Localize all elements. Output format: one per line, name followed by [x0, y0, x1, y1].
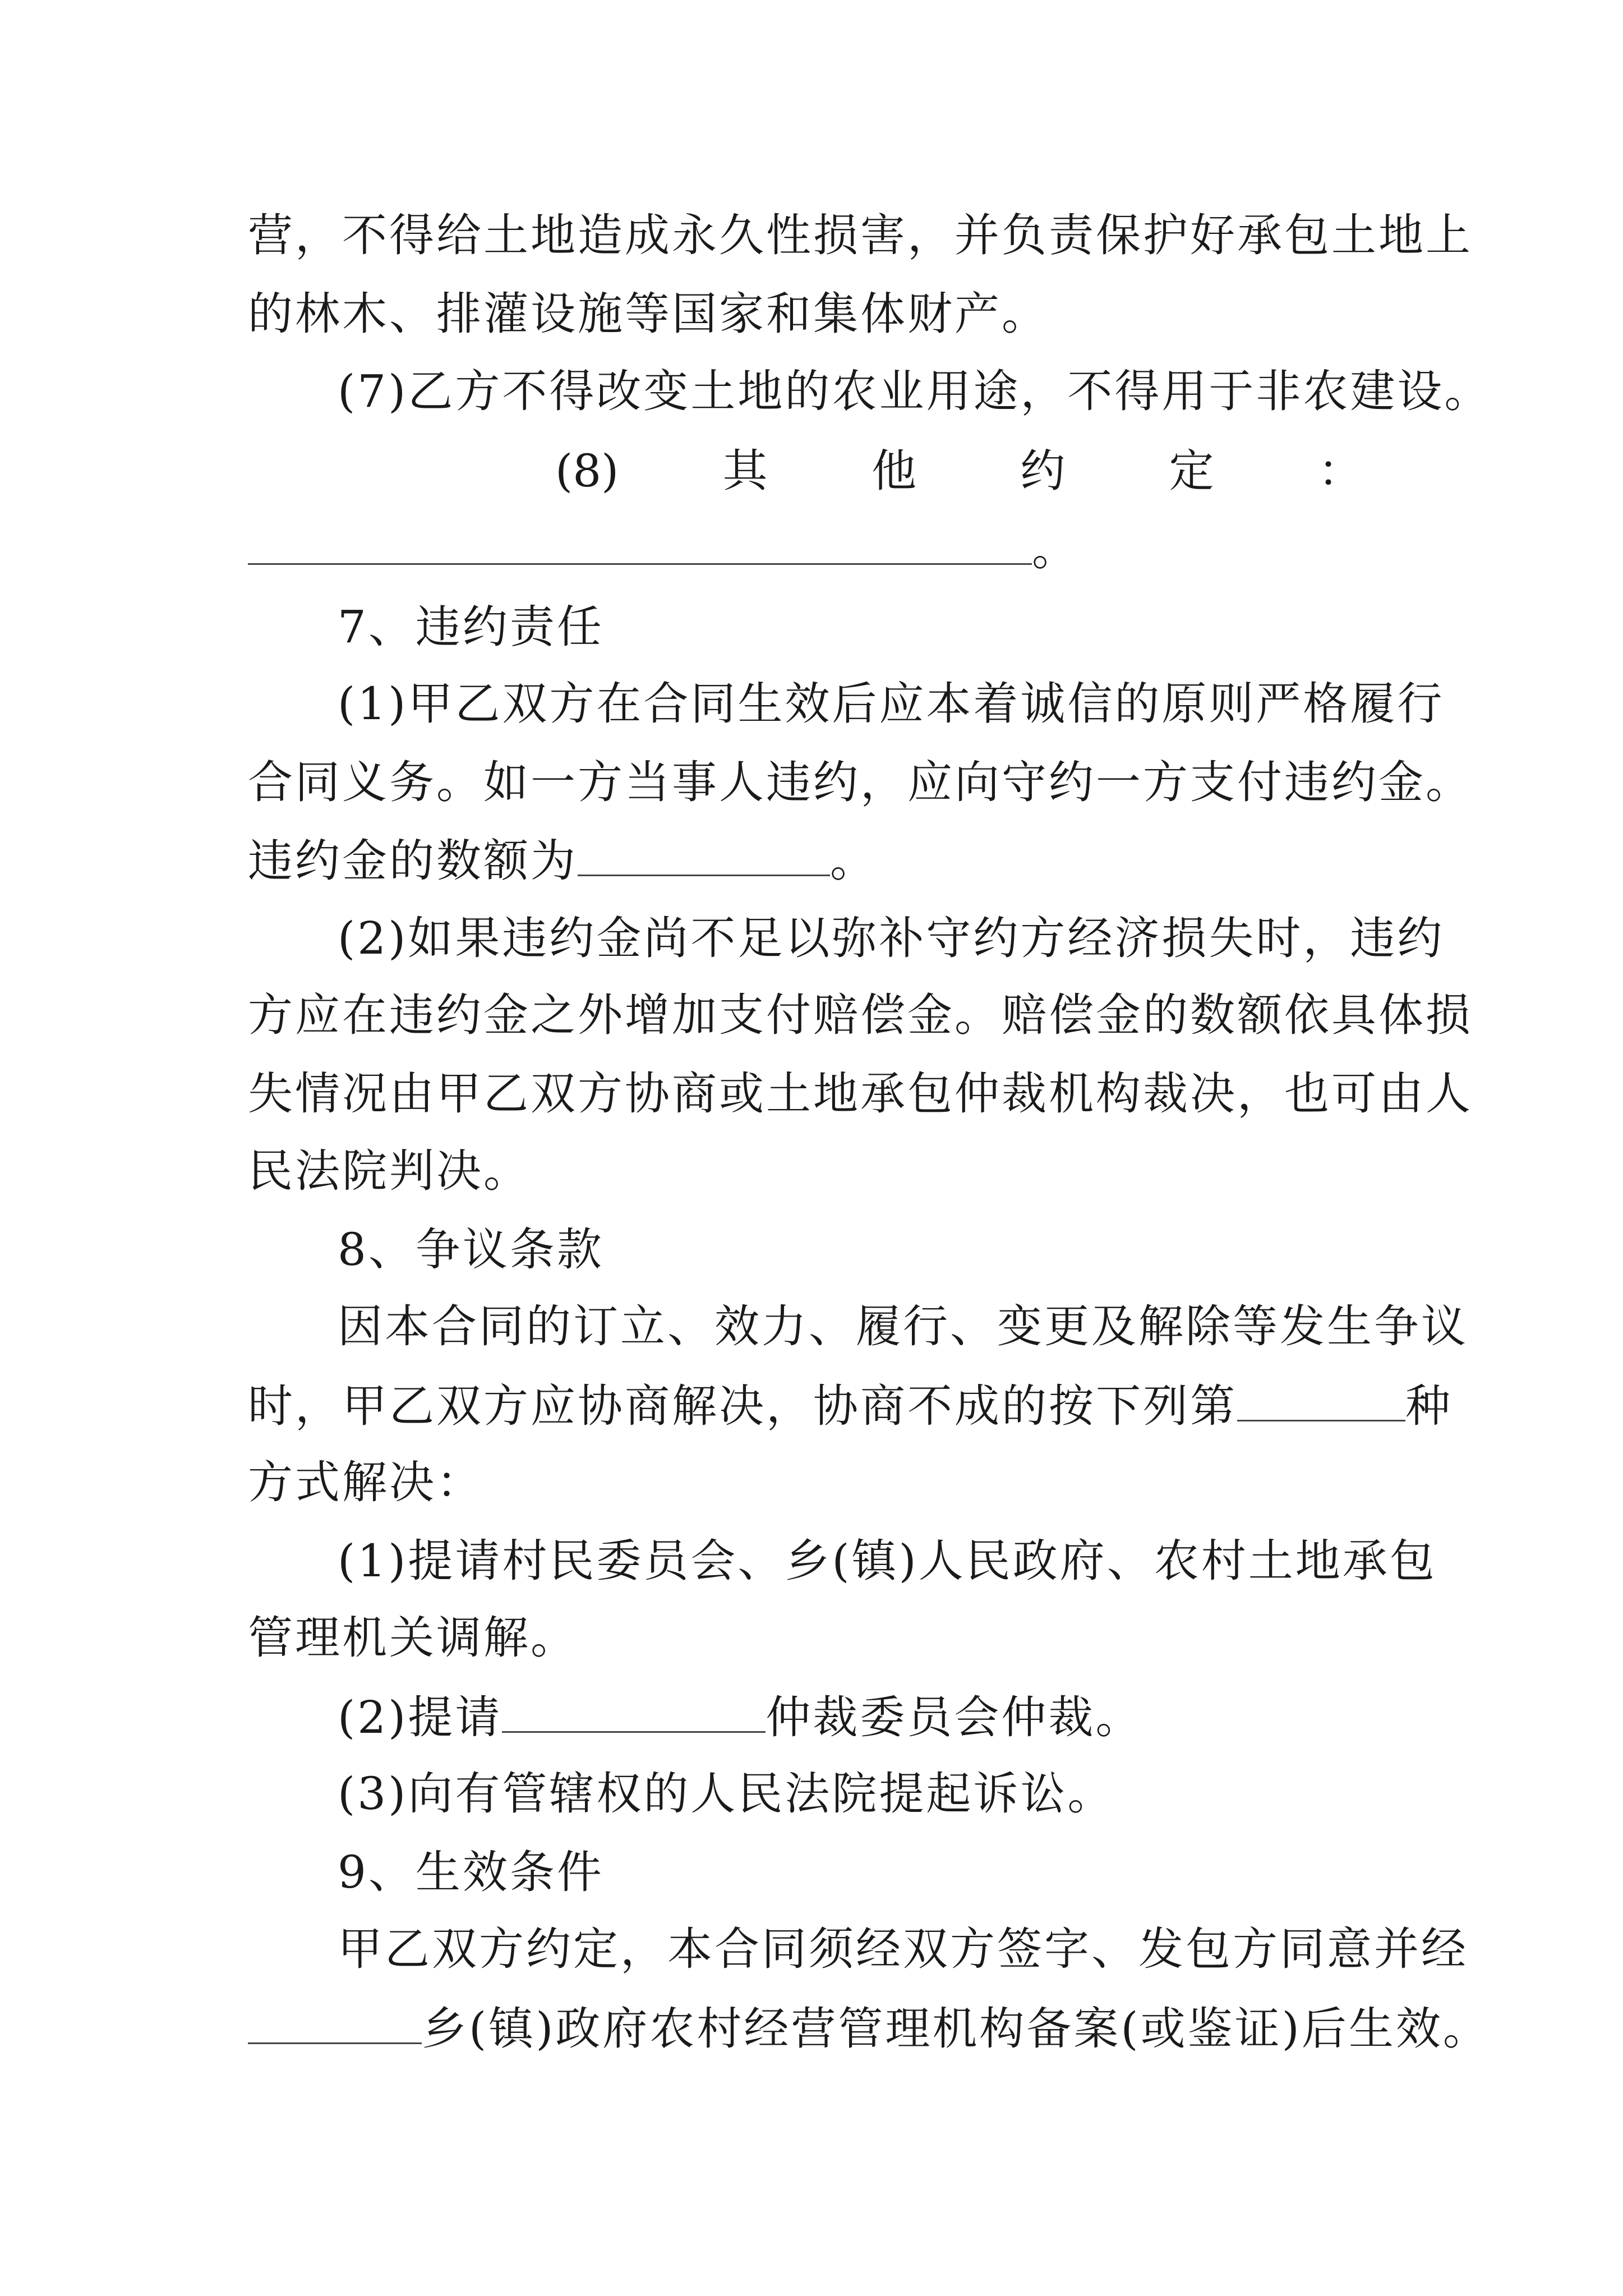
para-line: 营，不得给土地造成永久性损害，并负责保护好承包土地上	[248, 209, 1473, 261]
spaced-token: (8)	[555, 445, 619, 497]
blank-underline	[502, 1688, 766, 1733]
text-run: (2)提请	[338, 1691, 502, 1743]
para-line: 失情况由甲乙双方协商或土地承包仲裁机构裁决，也可由人	[248, 1068, 1473, 1120]
blank-underline	[248, 521, 1032, 565]
text-run: 仲裁委员会仲裁。	[766, 1691, 1143, 1743]
spaced-token: 定	[1169, 445, 1214, 497]
blank-underline	[578, 832, 830, 876]
section-heading: 9、生效条件	[338, 1846, 604, 1898]
para-line: 甲乙双方约定，本合同须经双方签字、发包方同意并经	[338, 1923, 1468, 1975]
text-run: 种	[1405, 1380, 1453, 1432]
text-run: 乡(镇)政府农村经营管理机构备案(或鉴证)后生效。	[422, 2003, 1490, 2055]
text-run: 。	[830, 835, 877, 887]
para-line	[338, 1688, 1142, 1746]
spaced-token: 其	[722, 445, 768, 497]
para-line: 管理机关调解。	[248, 1612, 578, 1664]
para-line: (7)乙方不得改变土地的农业用途，不得用于非农建设。	[338, 365, 1492, 417]
para-line	[248, 521, 1079, 578]
para-line: 方式解决：	[248, 1456, 483, 1508]
spaced-token: 约	[1020, 445, 1066, 497]
para-line: 的林木、排灌设施等国家和集体财产。	[248, 288, 1049, 340]
para-line: (1)甲乙双方在合同生效后应本着诚信的原则严格履行	[338, 678, 1445, 730]
para-line: (1)提请村民委员会、乡(镇)人民政府、农村土地承包	[338, 1535, 1437, 1587]
section-heading: 8、争议条款	[338, 1223, 604, 1276]
para-line: (2)如果违约金尚不足以弥补守约方经济损失时，违约	[338, 912, 1445, 964]
para-line: 民法院判决。	[248, 1145, 531, 1197]
para-line	[248, 832, 877, 889]
other-agreement-heading	[555, 443, 1363, 499]
spaced-token: 他	[871, 445, 916, 497]
blank-underline	[248, 2000, 422, 2044]
para-line	[248, 1377, 1453, 1434]
line-end: 。	[1032, 523, 1079, 576]
para-line: 方应在违约金之外增加支付赔偿金。赔偿金的数额依具体损	[248, 989, 1473, 1041]
blank-underline	[1237, 1377, 1405, 1421]
text-run: 时，甲乙双方应协商解决，协商不成的按下列第	[248, 1380, 1237, 1432]
para-line: 合同义务。如一方当事人违约，应向守约一方支付违约金。	[248, 756, 1473, 808]
section-heading: 7、违约责任	[338, 601, 604, 653]
para-line: (3)向有管辖权的人民法院提起诉讼。	[338, 1768, 1115, 1820]
spaced-token: ：	[1317, 445, 1363, 497]
para-line: 因本合同的订立、效力、履行、变更及解除等发生争议	[338, 1300, 1468, 1352]
para-line	[248, 2000, 1490, 2057]
text-run: 违约金的数额为	[248, 835, 578, 887]
